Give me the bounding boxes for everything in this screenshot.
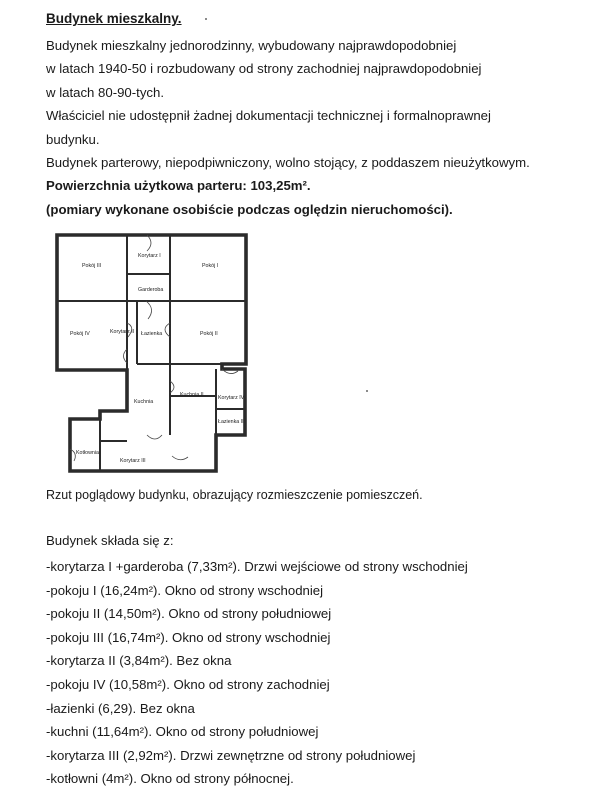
room-item: -korytarza III (2,92m²). Drzwi zewnętrzne od strony południowej (46, 747, 416, 763)
door-swing (146, 301, 152, 319)
room-item: -pokoju I (16,24m²). Okno od strony wschodniej (46, 582, 324, 598)
label-korytarz-4: Korytarz IV (218, 395, 245, 401)
description-line: budynku. (46, 131, 100, 147)
label-pokoj-4: Pokój IV (70, 331, 90, 337)
room-item: -kuchni (11,64m²). Okno od strony południowej (46, 724, 319, 740)
description-line: Właściciel nie udostępnił żadnej dokumentacji technicznej i formalnoprawnej (46, 108, 491, 124)
room-item: -pokoju IV (10,58m²). Okno od strony zachodniej (46, 676, 330, 692)
label-kotlownia: Kotłownia (76, 450, 99, 456)
room-item: -pokoju III (16,74m²). Okno od strony wschodniej (46, 629, 331, 645)
door-swing (147, 435, 162, 439)
label-kuchnia-2: Kuchnia II (180, 392, 204, 398)
label-garderoba: Garderoba (138, 287, 164, 293)
description-line: Budynek mieszkalny jednorodzinny, wybudowany najprawdopodobniej (46, 38, 457, 53)
label-kuchnia: Kuchnia (134, 399, 154, 405)
description-line: w latach 1940-50 i rozbudowany od strony zachodniej najprawdopodobniej (46, 61, 482, 77)
label-korytarz-2: Korytarz II (110, 329, 135, 335)
floor-plan-caption: Rzut poglądowy budynku, obrazujący rozmieszczenie pomieszczeń. (46, 488, 423, 502)
description-line: Budynek parterowy, niepodpiwniczony, wolno stojący, z poddaszem nieużytkowym. (46, 155, 530, 171)
label-korytarz-1: Korytarz I (138, 253, 161, 259)
label-lazienka: Łazienka (141, 331, 163, 337)
label-pokoj-2: Pokój II (200, 331, 218, 337)
label-korytarz-3: Korytarz III (120, 458, 146, 464)
room-item: -korytarza II (3,84m²). Bez okna (46, 653, 232, 669)
outer-wall (57, 235, 246, 471)
room-item: -łazienki (6,29). Bez okna (46, 700, 195, 716)
label-pokoj-1: Pokój I (202, 263, 219, 269)
label-pokoj-3: Pokój III (82, 263, 102, 269)
rooms-list (46, 555, 468, 791)
section-heading: Budynek mieszkalny. (46, 11, 182, 26)
room-item: -korytarza I +garderoba (7,33m²). Drzwi wejściowe od strony wschodniej (46, 559, 468, 574)
room-item: -pokoju II (14,50m²). Okno od strony południowej (46, 606, 332, 622)
description-line: w latach 80-90-tych. (46, 84, 165, 100)
door-swing (147, 235, 151, 251)
scan-speck (366, 390, 368, 392)
description-block (46, 34, 586, 221)
room-item: -kotłowni (4m²). Okno od strony północnej. (46, 771, 294, 787)
usable-area-line: Powierzchnia użytkowa parteru: 103,25m². (46, 178, 311, 194)
floor-plan (52, 231, 257, 481)
label-lazienka-2: Łazienka II (218, 419, 244, 425)
door-swing (172, 456, 188, 460)
scan-speck (205, 18, 207, 20)
rooms-intro: Budynek składa się z: (46, 533, 174, 548)
measurement-note: (pomiary wykonane osobiście podczas oględzin nieruchomości). (46, 201, 453, 217)
